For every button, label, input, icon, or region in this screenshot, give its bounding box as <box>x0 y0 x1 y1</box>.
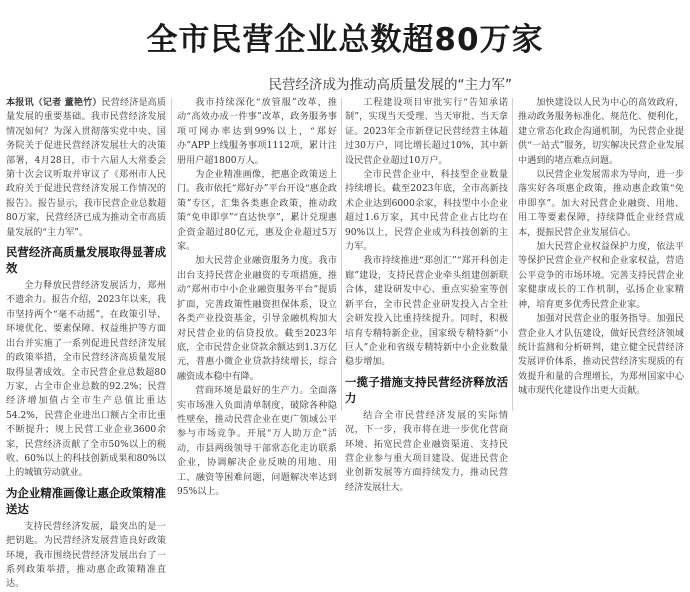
paragraph: 加强对民营企业的服务指导。加强民营企业人才队伍建设，做好民营经济领域统计监测和分析研判，建立健全民营经济发展评价体系，推动民营经济实现质的有效提升和量的合理增长，为郑州国家中心城市现代化建设作出更大贡献。 <box>518 314 684 397</box>
paragraph: 工程建设项目审批实行“告知承诺制”，实现当天受理、当天审批、当天拿证。2023年全市新登记民营经营主体超过30万户，同比增长超过10%，其中新设民营企业超过10万户。 <box>345 98 508 166</box>
section-heading: 一揽子措施支持民营经济释放活力 <box>345 374 508 405</box>
byline: 本报讯（记者 董艳竹） <box>6 97 102 108</box>
section-heading: 民营经济高质量发展取得显著成效 <box>6 245 166 276</box>
subheadline: 民营经济成为推动高质量发展的“主力军” <box>268 77 512 93</box>
paragraph: 我市持续推进“郑创汇”“郑开科创走廊”建设，支持民营企业牵头组建创新联合体，建设研发中心、重点实验室等创新平台，全市民营企业研发投入占全社会研发投入比重持续提升。同时，积极培育专精特新企业，国家级专精特新“小巨人”企业和省级专精特新中小企业数量稳步增加。 <box>345 256 508 368</box>
paragraph: 以民营企业发展需求为导向，进一步落实好各项惠企政策，推动惠企政策“免申即享”。加大对民营企业融资、用地、用工等要素保障，持续降低企业经营成本，提振民营企业发展信心。 <box>518 170 684 238</box>
article-column-2 <box>177 96 337 497</box>
headline: 全市民营企业总数超80万家 <box>146 22 544 58</box>
paragraph: 全力释放民营经济发展活力，郑州不遗余力。报告介绍，2023年以来，我市坚持两个“毫不动摇”，在政策引导、环境优化、要素保障、权益维护等方面出台并实施了一系列促进民营经济发展的政策举措，全市民营经济高质量发展取得显著成效。全市民营企业总数超80万家，占全市企业总数的92.2%；民营经济增加值占全市生产总值比重达54.2%，民营企业进出口额占全市比重不断提升；规上民营工业企业3600余家，民营经济贡献了全市50%以上的税收、60%以上的科技创新成果和80%以上的城镇劳动就业。 <box>6 281 166 479</box>
column-divider <box>341 98 342 411</box>
paragraph: 民营经济是高质量发展的重要基础。我市民营经济发展情况如何？为深入贯彻落实党中央、国务院关于促进民营经济发展壮大的决策部署，4月28日，市十六届人大常委会第十次会议听取并审议了《郑州市人民政府关于促进民营经济发展工作情况的报告》。报告显示，我市民营企业总数超80万家，民营经济已成为推动全市高质量发展的“主力军”。 <box>6 98 166 238</box>
column-divider <box>512 98 513 411</box>
paragraph: 为企业精准画像，把惠企政策送上门。我市依托“郑好办”平台开设“惠企政策”专区，汇集各类惠企政策，推动政策“免申即享”“直达快享”，累计兑现惠企资金超过80亿元，惠及企业超过5万家。 <box>177 170 337 253</box>
section-heading: 为企业精准画像让惠企政策精准送达 <box>6 485 166 516</box>
paragraph: 我市持续深化“放管服”改革，推动“高效办成一件事”改革，政务服务事项可网办率达到99%以上，“郑好办”APP上线服务事项1112项，累计注册用户超1800万人。 <box>177 98 337 166</box>
paragraph: 加大民营企业权益保护力度，依法平等保护民营企业产权和企业家权益，营造公平竞争的市场环境。完善支持民营企业家健康成长的工作机制，弘扬企业家精神，培育更多优秀民营企业家。 <box>518 242 684 310</box>
paragraph: 结合全市民营经济发展的实际情况，下一步，我市将在进一步优化营商环境、拓宽民营企业融资渠道、支持民营企业参与重大项目建设、促进民营企业创新发展等方面持续发力，推动民营经济发展壮大。 <box>345 410 508 493</box>
article-column-3 <box>345 96 508 493</box>
paragraph: 加快建设以人民为中心的高效政府，推动政务服务标准化、规范化、便利化，建立常态化政企沟通机制，为民营企业提供“一站式”服务，切实解决民营企业发展中遇到的堵点难点问题。 <box>518 98 684 166</box>
paragraph: 支持民营经济发展，最突出的是一把钥匙。为民营经济发展营造良好政策环境，我市围绕民营经济发展出台了一系列政策举措，推动惠企政策精准直达。 <box>6 521 166 590</box>
article-column-1 <box>6 96 166 590</box>
paragraph: 营商环境是最好的生产力。全面落实市场准入负面清单制度，破除各种隐性壁垒，推动民营企业在更广领域公平参与市场竞争。开展“万人助万企”活动，市县两级领导干部常态化走访联系企业，协调解决企业反映的用地、用工、融资等困难问题，问题解决率达到95%以上。 <box>177 386 337 497</box>
article-column-4 <box>518 96 684 413</box>
paragraph: 加大民营企业融资服务力度。我市出台支持民营企业融资的专项措施，推动“郑州市中小企业融资服务平台”提质扩面，完善政策性融资担保体系，设立各类产业投资基金，引导金融机构加大对民营企业的信贷投放。截至2023年底，全市民营企业贷款余额达到1.3万亿元，普惠小微企业贷款持续增长，综合融资成本稳中有降。 <box>177 256 337 382</box>
column-divider <box>171 98 172 411</box>
paragraph: 全市民营企业中，科技型企业数量持续增长。截至2023年底，全市高新技术企业达到6000余家，科技型中小企业超过1.6万家，其中民营企业占比均在90%以上，民营企业成为科技创新的主力军。 <box>345 170 508 253</box>
